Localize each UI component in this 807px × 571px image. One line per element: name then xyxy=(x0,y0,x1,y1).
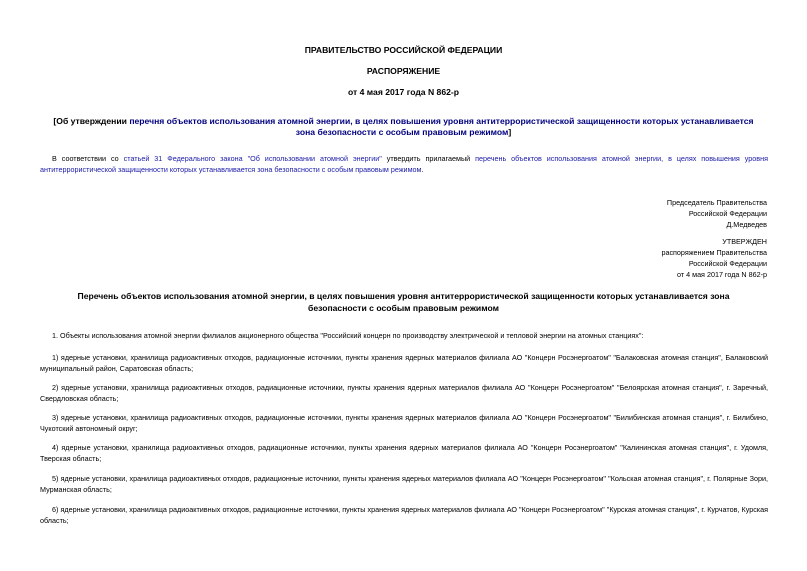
law-article-link[interactable]: статьей 31 Федерального закона "Об использовании атомной энергии" xyxy=(123,154,382,163)
subitem-2-line2: Свердловская область; xyxy=(40,394,119,403)
approved-by: распоряжением Правительства xyxy=(661,248,767,257)
intro-line1 xyxy=(40,153,768,164)
title-link[interactable]: перечня объектов использования атомной энергии, в целях повышения уровня антитеррористической защищенности которых устанавливается xyxy=(129,116,754,126)
intro-paragraph xyxy=(40,153,768,175)
list-subitem-6 xyxy=(40,504,768,526)
approved-label: УТВЕРЖДЕН xyxy=(722,237,767,246)
list-subitem-5 xyxy=(40,473,768,495)
document-title-line1 xyxy=(0,116,807,126)
subitem-1-line1: 1) ядерные установки, хранилища радиоактивных отходов, радиационные источники, пункты хранения ядерных материалов филиала АО "Концерн Росэнергоатом" "Балаковская атомная станция", Балаковский xyxy=(52,353,768,362)
list-subitem-4 xyxy=(40,442,768,464)
subitem-6-line2: область; xyxy=(40,516,69,525)
list-title-line1: Перечень объектов использования атомной энергии, в целях повышения уровня антитеррористической защищенности которых устанавливается зона xyxy=(77,291,730,301)
intro-text-2: утвердить прилагаемый xyxy=(381,154,476,163)
title-bracket-close: ] xyxy=(508,127,512,137)
approved-date: от 4 мая 2017 года N 862-р xyxy=(677,270,767,279)
subitem-5-line1: 5) ядерные установки, хранилища радиоактивных отходов, радиационные источники, пункты хранения ядерных материалов филиала АО "Концерн Росэнергоатом" "Кольская атомная станция", г. Полярные Зори, xyxy=(52,474,768,483)
subitem-2-line1: 2) ядерные установки, хранилища радиоактивных отходов, радиационные источники, пункты хранения ядерных материалов филиала АО "Концерн Росэнергоатом" "Белоярская атомная станция", г. Заречный, xyxy=(52,383,768,392)
document-title-line2 xyxy=(0,127,807,137)
list-title-line2: безопасности с особым правовым режимом xyxy=(308,303,499,313)
document-type: РАСПОРЯЖЕНИЕ xyxy=(366,66,441,76)
subitem-4-line2: Тверская область; xyxy=(40,454,102,463)
intro-text: В соответствии со xyxy=(52,154,124,163)
list-item-1: 1. Объекты использования атомной энергии филиалов акционерного общества "Российский концерн по производству электрической и тепловой энергии на атомных станциях": xyxy=(52,331,644,340)
list-link[interactable]: перечень объектов использования атомной энергии, в целях повышения уровня xyxy=(475,154,768,163)
approved-country: Российской Федерации xyxy=(688,259,767,268)
intro-line2 xyxy=(40,164,768,175)
document-date-number: от 4 мая 2017 года N 862-р xyxy=(348,87,459,97)
subitem-3-line2: Чукотский автономный округ; xyxy=(40,424,138,433)
signature-country: Российской Федерации xyxy=(688,209,767,218)
list-subitem-2 xyxy=(40,382,768,404)
subitem-3-line1: 3) ядерные установки, хранилища радиоактивных отходов, радиационные источники, пункты хранения ядерных материалов филиала АО "Концерн Росэнергоатом" "Билибинская атомная станция", г. Билибино, xyxy=(52,413,768,422)
subitem-4-line1: 4) ядерные установки, хранилища радиоактивных отходов, радиационные источники, пункты хранения ядерных материалов филиала АО "Концерн Росэнергоатом" "Калининская атомная станция", г. Удомля, xyxy=(52,443,768,452)
title-link-continued[interactable]: зона безопасности с особым правовым режимом xyxy=(295,127,509,137)
list-subitem-3 xyxy=(40,412,768,434)
subitem-5-line2: Мурманская область; xyxy=(40,485,112,494)
subitem-6-line1: 6) ядерные установки, хранилища радиоактивных отходов, радиационные источники, пункты хранения ядерных материалов филиала АО "Концерн Росэнергоатом" "Курская атомная станция", г. Курчатов, Курская xyxy=(52,505,768,514)
signature-name: Д.Медведев xyxy=(726,220,767,229)
subitem-1-line2: муниципальный район, Саратовская область; xyxy=(40,364,194,373)
signature-position: Председатель Правительства xyxy=(666,198,767,207)
government-heading: ПРАВИТЕЛЬСТВО РОССИЙСКОЙ ФЕДЕРАЦИИ xyxy=(304,45,503,55)
title-bracket-open: [Об утверждении xyxy=(53,116,130,126)
list-subitem-1 xyxy=(40,352,768,374)
intro-end: . xyxy=(421,165,424,174)
list-link-continued[interactable]: антитеррористической защищенности которых устанавливается зона безопасности с особым правовым режимом xyxy=(40,165,422,174)
